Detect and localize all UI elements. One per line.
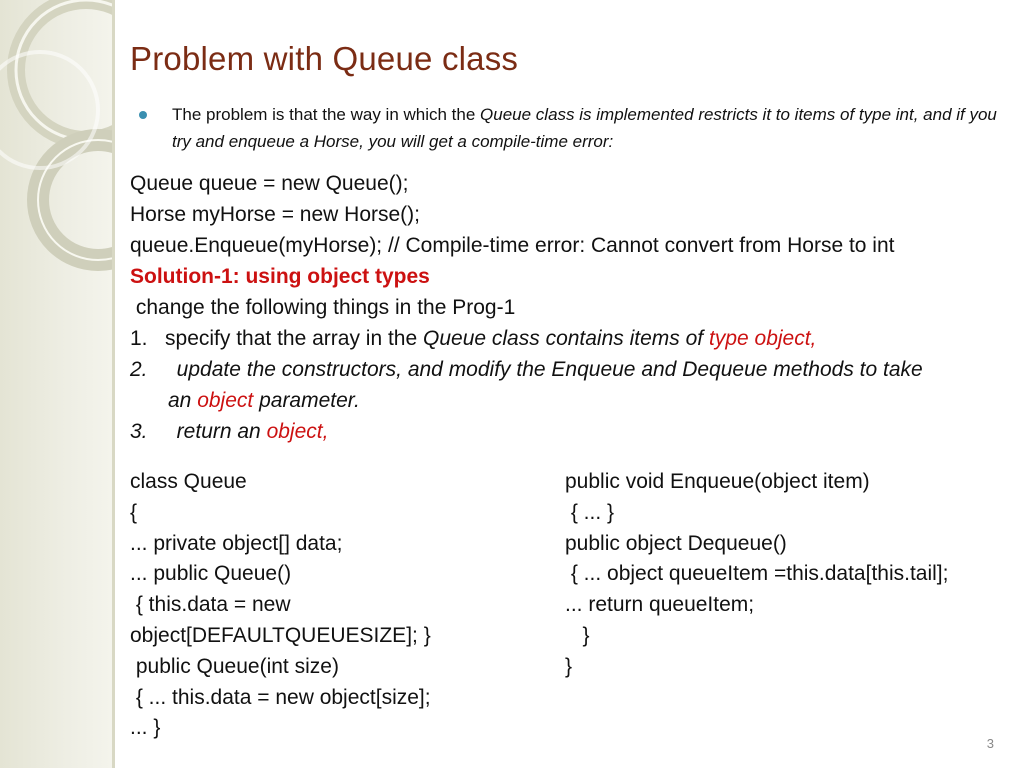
decorative-side-strip: [0, 0, 112, 768]
code-line: object[DEFAULTQUEUESIZE]; }: [130, 623, 431, 647]
solution-heading: Solution-1: using object types: [130, 265, 430, 288]
code-line: public void Enqueue(object item): [565, 470, 870, 493]
bullet-text-italic: Queue class is implemented restricts it to items of type int, and if you try and enqueue a Horse, you will get a compile-time error:: [172, 105, 997, 151]
code-line: public Queue(int size): [130, 654, 339, 678]
code-line: ... private object[] data;: [130, 531, 343, 555]
solution-item-1: [130, 323, 1020, 354]
code-line: ... return queueItem;: [565, 593, 755, 617]
solution-item-3: [130, 416, 1020, 447]
code-line: Queue queue = new Queue();: [130, 172, 409, 195]
solution-item-2: 2. update the constructors, and modify the Enqueue and Dequeue methods to take: [130, 358, 923, 381]
bullet-icon: [139, 111, 147, 119]
item-text-red: type object,: [708, 327, 817, 350]
decorative-circles: [0, 0, 112, 768]
code-line: }: [565, 623, 590, 647]
item-text: specify that the array in the: [165, 327, 423, 350]
solution-item-2-cont: [130, 385, 1020, 416]
code-line: public object Dequeue(): [565, 531, 787, 555]
item-text-italic: Queue class contains items of: [423, 327, 709, 350]
code-line: queue.Enqueue(myHorse); // Compile-time error: Cannot convert from Horse to int: [130, 234, 895, 257]
item-text: 3. return an: [130, 420, 267, 443]
code-column-right: [565, 467, 1015, 683]
code-line: { ... }: [565, 500, 615, 524]
item-number: 1.: [130, 327, 166, 350]
code-line: Horse myHorse = new Horse();: [130, 203, 420, 226]
code-line: { ... this.data = new object[size];: [130, 685, 431, 709]
page-number: 3: [986, 736, 994, 751]
item-text-red: object: [197, 389, 254, 412]
code-line: class Queue: [130, 470, 247, 493]
solution-intro: change the following things in the Prog-1: [130, 296, 516, 319]
code-line: }: [565, 654, 573, 678]
item-text-red: object,: [266, 420, 329, 443]
decorative-divider: [112, 0, 115, 768]
code-line: ... }: [130, 716, 161, 740]
item-text: an: [168, 389, 198, 412]
bullet-paragraph: [172, 101, 1002, 155]
main-body: [130, 168, 1020, 447]
code-line: { ... object queueItem =this.data[this.tail];: [565, 562, 949, 586]
code-line: { this.data = new: [130, 593, 291, 617]
slide-title: Problem with Queue class: [130, 40, 519, 77]
code-line: {: [130, 500, 138, 524]
code-column-left: [130, 467, 550, 744]
bullet-text-plain: The problem is that the way in which the: [172, 105, 481, 124]
item-text: parameter.: [253, 389, 360, 412]
code-line: ... public Queue(): [130, 562, 292, 586]
